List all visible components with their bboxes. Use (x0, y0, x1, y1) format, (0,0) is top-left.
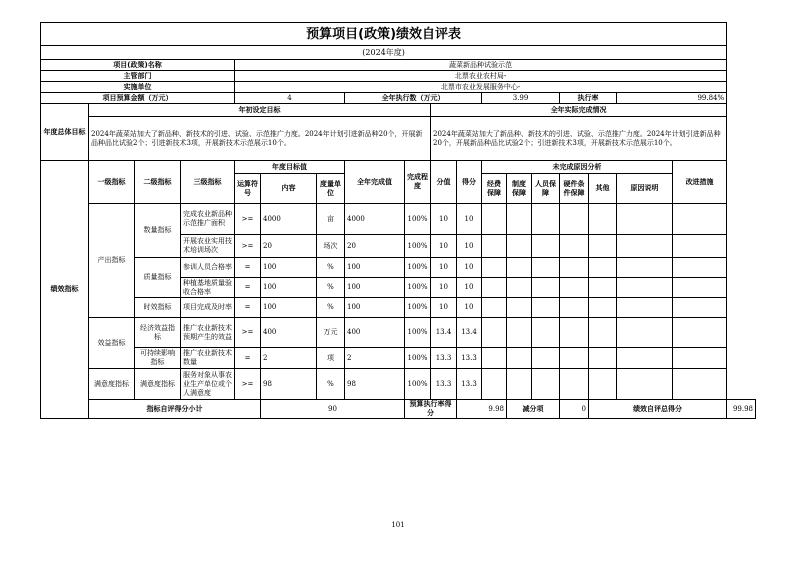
got-cell: 10 (457, 235, 482, 258)
score-cell: 13.4 (431, 318, 457, 348)
degree-cell: 100% (405, 348, 431, 369)
score-cell: 10 (431, 258, 457, 278)
dept-value: 北票农业农村局- (235, 71, 727, 82)
got-cell: 10 (457, 258, 482, 278)
value-cell: 100 (345, 258, 405, 278)
budget-value: 4 (235, 93, 345, 104)
op-cell: = (235, 298, 261, 318)
l3-cell: 推广农业新技术预期产生的效益 (181, 318, 235, 348)
subtotal-value: 90 (261, 400, 405, 419)
l3-cell: 种植基地质量验收合格率 (181, 278, 235, 298)
total-value: 99.98 (727, 400, 756, 419)
page-title: 预算项目(政策)绩效自评表 (41, 23, 727, 46)
year-label: (2024年度) (41, 46, 727, 60)
op-cell: = (235, 278, 261, 298)
unit-cell: 场次 (317, 235, 345, 258)
score-cell: 10 (431, 235, 457, 258)
table-row (41, 348, 756, 369)
header-l3: 三级指标 (181, 161, 235, 204)
table-row (41, 369, 756, 400)
op-cell: = (235, 348, 261, 369)
dept-label: 主管部门 (41, 71, 235, 82)
got-cell: 10 (457, 298, 482, 318)
unit-cell: 万元 (317, 318, 345, 348)
value-cell: 100 (345, 278, 405, 298)
unit-cell: % (317, 258, 345, 278)
project-name-label: 项目(政策)名称 (41, 60, 235, 71)
initial-goal-label: 年初设定目标 (89, 104, 431, 117)
unit-value: 北票市农业发展服务中心- (235, 82, 727, 93)
score-cell: 10 (431, 278, 457, 298)
header-r6: 原因说明 (617, 174, 673, 204)
score-cell: 10 (431, 204, 457, 235)
header-r1: 经费保障 (482, 174, 507, 204)
unit-label: 实施单位 (41, 82, 235, 93)
l3-cell: 项目完成及时率 (181, 298, 235, 318)
header-content: 内容 (261, 174, 317, 204)
rate-label: 执行率 (560, 93, 617, 104)
goal-label: 年度总体目标 (41, 104, 89, 161)
content-cell: 4000 (261, 204, 317, 235)
score-cell: 10 (431, 298, 457, 318)
op-cell: = (235, 258, 261, 278)
unit-cell: % (317, 298, 345, 318)
header-r3: 人员保障 (532, 174, 560, 204)
l1-benefit: 效益指标 (89, 318, 135, 369)
unit-cell: 亩 (317, 204, 345, 235)
unit-cell: % (317, 278, 345, 298)
op-cell: >= (235, 235, 261, 258)
header-degree: 完成程度 (405, 161, 431, 204)
minus-value: 0 (560, 400, 589, 419)
header-r5: 其他 (589, 174, 617, 204)
header-l1: 一级指标 (89, 161, 135, 204)
header-unit: 度量单位 (317, 174, 345, 204)
l3-cell: 推广农业新技术数量 (181, 348, 235, 369)
content-cell: 100 (261, 278, 317, 298)
rate-value: 99.84% (617, 93, 727, 104)
l1-satisfaction: 满意度指标 (89, 369, 135, 400)
content-cell: 2 (261, 348, 317, 369)
content-cell: 98 (261, 369, 317, 400)
initial-goal-text: 2024年蔬菜站加大了新品种、新技术的引进、试验、示范推广力度。2024年计划引进新品种20个，开展新品种品比试验2个；引进新技术3项，开展新技术示范展示10个。 (89, 117, 431, 161)
op-cell: >= (235, 204, 261, 235)
header-op: 运算符号 (235, 174, 261, 204)
unit-cell: 项 (317, 348, 345, 369)
value-cell: 98 (345, 369, 405, 400)
header-reason: 未完成原因分析 (482, 161, 673, 174)
got-cell: 13.3 (457, 348, 482, 369)
score-cell: 13.3 (431, 348, 457, 369)
header-improve: 改进措施 (673, 161, 727, 204)
table-row (41, 298, 756, 318)
l1-output: 产出指标 (89, 204, 135, 318)
degree-cell: 100% (405, 204, 431, 235)
got-cell: 13.4 (457, 318, 482, 348)
degree-cell: 100% (405, 318, 431, 348)
perf-label: 绩效指标 (41, 161, 89, 419)
header-l2: 二级指标 (135, 161, 181, 204)
degree-cell: 100% (405, 278, 431, 298)
l2-cell: 可持续影响指标 (135, 348, 181, 369)
exec-value: 3.99 (482, 93, 560, 104)
minus-label: 减分项 (507, 400, 560, 419)
actual-label: 全年实际完成情况 (431, 104, 727, 117)
header-full-value: 全年完成值 (345, 161, 405, 204)
header-r2: 制度保障 (507, 174, 532, 204)
evaluation-sheet (40, 22, 756, 419)
l2-cell: 质量指标 (135, 258, 181, 298)
table-row (41, 318, 756, 348)
l3-cell: 开展农业实用技术培训场次 (181, 235, 235, 258)
budget-score-value: 9.98 (457, 400, 507, 419)
project-name: 蔬菜新品种试验示范 (235, 60, 727, 71)
budget-score-label: 预算执行率得分 (405, 400, 457, 419)
op-cell: >= (235, 318, 261, 348)
l3-cell: 参训人员合格率 (181, 258, 235, 278)
l2-cell: 数量指标 (135, 204, 181, 258)
op-cell: >= (235, 369, 261, 400)
degree-cell: 100% (405, 369, 431, 400)
unit-cell: % (317, 369, 345, 400)
table-row (41, 258, 756, 278)
actual-goal-text: 2024年蔬菜站加大了新品种、新技术的引进、试验、示范推广力度。2024年计划引进新品种20个，开展新品种品比试验2个；引进新技术3项，开展新技术示范展示10个。 (431, 117, 727, 161)
content-cell: 400 (261, 318, 317, 348)
header-r4: 硬件条件保障 (560, 174, 589, 204)
value-cell: 400 (345, 318, 405, 348)
content-cell: 100 (261, 258, 317, 278)
l2-cell: 经济效益指标 (135, 318, 181, 348)
degree-cell: 100% (405, 235, 431, 258)
budget-label: 项目预算金额（万元） (41, 93, 235, 104)
content-cell: 20 (261, 235, 317, 258)
table-row (41, 204, 756, 235)
got-cell: 13.3 (457, 369, 482, 400)
content-cell: 100 (261, 298, 317, 318)
value-cell: 100 (345, 298, 405, 318)
value-cell: 20 (345, 235, 405, 258)
l3-cell: 服务对象从事农业生产单位或个人满意度 (181, 369, 235, 400)
evaluation-table (40, 22, 756, 419)
degree-cell: 100% (405, 298, 431, 318)
score-cell: 13.3 (431, 369, 457, 400)
subtotal-label: 指标自评得分小计 (89, 400, 261, 419)
l2-cell: 满意度指标 (135, 369, 181, 400)
value-cell: 2 (345, 348, 405, 369)
header-score: 分值 (431, 161, 457, 204)
header-target: 年度目标值 (235, 161, 345, 174)
total-label: 绩效自评总得分 (589, 400, 727, 419)
value-cell: 4000 (345, 204, 405, 235)
got-cell: 10 (457, 278, 482, 298)
header-got: 得分 (457, 161, 482, 204)
got-cell: 10 (457, 204, 482, 235)
exec-label: 全年执行数（万元） (345, 93, 482, 104)
degree-cell: 100% (405, 258, 431, 278)
l3-cell: 完成农业新品种示范推广面积 (181, 204, 235, 235)
l2-cell: 时效指标 (135, 298, 181, 318)
page-number: 101 (391, 521, 405, 529)
